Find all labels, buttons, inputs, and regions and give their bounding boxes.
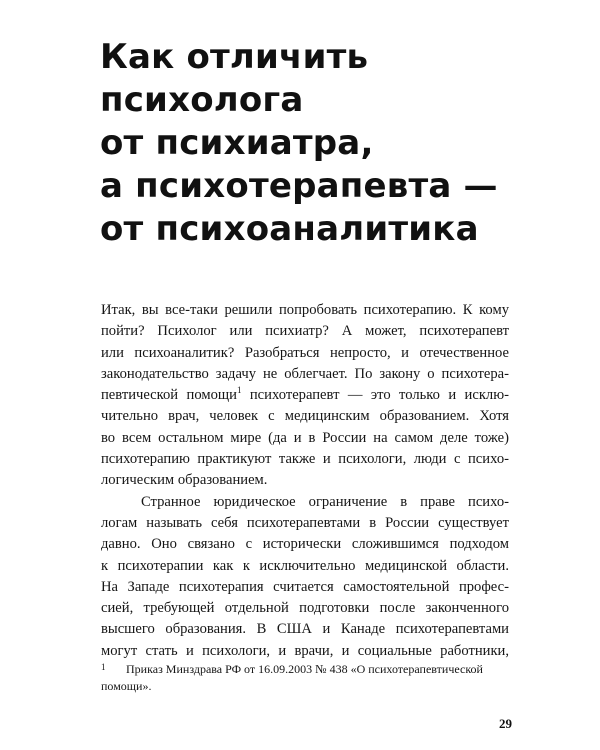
text-line: На Западе психотерапия считается самостоятельной профес-: [101, 578, 509, 595]
title-line: психолога: [100, 80, 304, 120]
footnote-marker: 1: [101, 662, 106, 672]
chapter-title: [100, 36, 560, 251]
title-line: Как отличить: [100, 37, 369, 77]
text-line: [101, 385, 509, 406]
text-line: высшего образования. В США и Канаде психотерапевтами: [101, 621, 509, 638]
text-line: логическим образованием.: [101, 472, 268, 489]
page-number: 29: [499, 716, 512, 731]
text-line: во всем остальном мире (да и в России на самом деле тоже): [101, 429, 509, 446]
text-line: Странное юридическое ограничение в праве психо-: [141, 493, 509, 510]
text-line: законодательство задачу не облегчает. По закону о психотера-: [101, 365, 509, 382]
text-line: к психотерапии как к исключительно медицинской области.: [101, 557, 509, 574]
body-text: [101, 300, 509, 662]
text-line: давно. Оно связано с исторически сложившимся подходом: [101, 536, 509, 553]
text-line: пойти? Психолог или психиатр? А может, психотерапевт: [101, 323, 509, 340]
title-line: от психоаналитика: [100, 209, 479, 249]
text-fragment: психотерапевт — это только и исклю-: [241, 387, 509, 404]
text-line: логам называть себя психотерапевтами в России существует: [101, 514, 509, 531]
text-line: сией, требующей отдельной подготовки после законченного: [101, 600, 509, 617]
text-fragment: певтической помощи: [101, 387, 237, 404]
text-line: чительно врач, человек с медицинским образованием. Хотя: [101, 408, 509, 425]
title-line: от психиатра,: [100, 123, 374, 163]
footnote-line: Приказ Минздрава РФ от 16.09.2003 № 438 «О психотерапевтической: [126, 662, 483, 676]
title-line: а психотерапевта —: [100, 166, 498, 206]
footnote-line: помощи».: [101, 679, 152, 693]
paragraph-1: [101, 300, 509, 492]
footnote-reference: 1: [236, 385, 242, 396]
text-line: или психоаналитик? Разобраться непросто, и отечественное: [101, 344, 509, 361]
footnote: [101, 661, 509, 695]
paragraph-2: [101, 492, 509, 662]
text-line: могут стать и психологи, и врачи, и социальные работники,: [101, 642, 509, 659]
text-line: Итак, вы все-таки решили попробовать психотерапию. К кому: [101, 302, 509, 318]
text-line: психотерапию практикуют также и психологи, люди с психо-: [101, 451, 509, 468]
